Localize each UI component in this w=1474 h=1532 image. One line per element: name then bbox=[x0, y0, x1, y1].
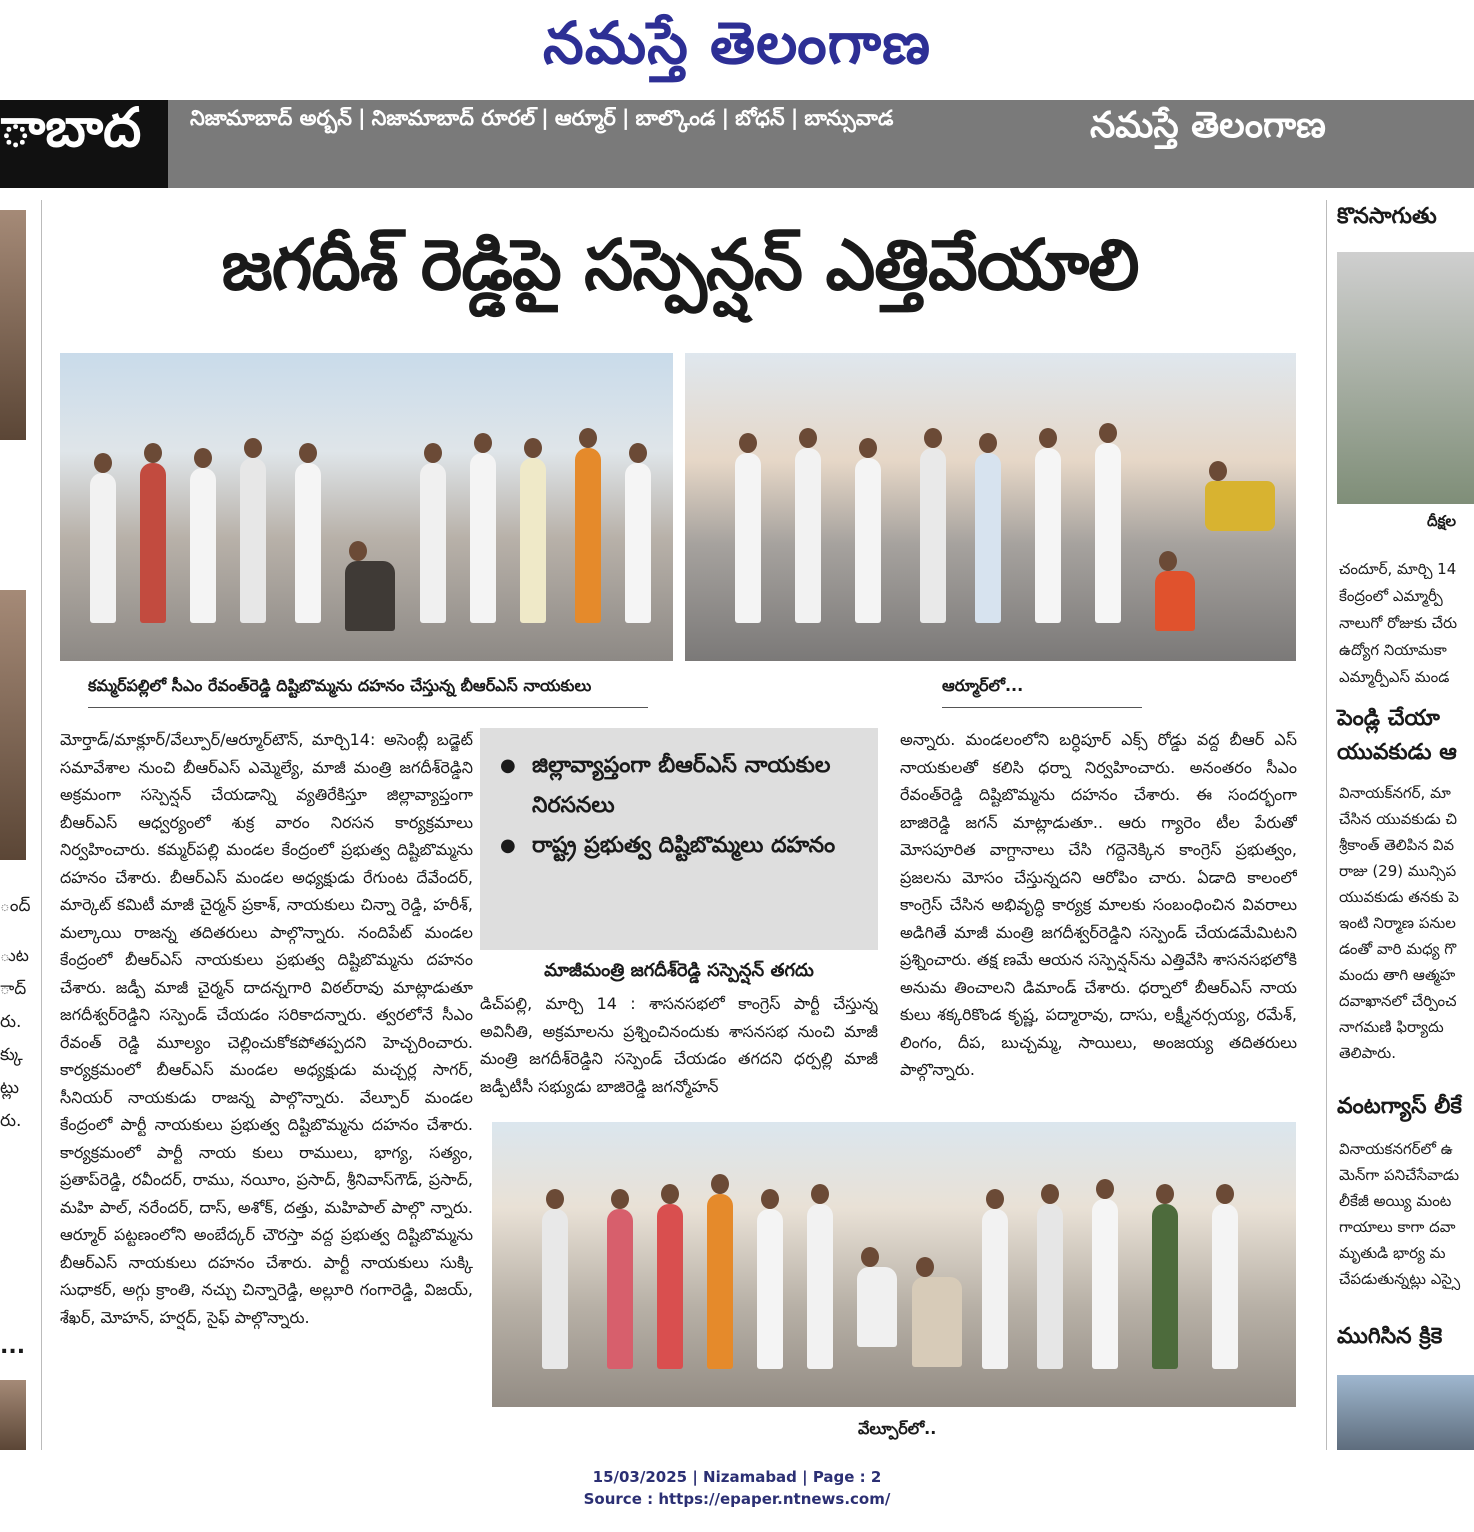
separator: | bbox=[357, 106, 366, 130]
section-band bbox=[0, 100, 1474, 188]
article-headline: జగదీశ్ రెడ్డిపై సస్పెన్షన్ ఎత్తివేయాలి bbox=[221, 224, 1139, 306]
adjacent-text: తెలిపారు. bbox=[1339, 1044, 1396, 1062]
adjacent-text: ంద్ bbox=[0, 896, 31, 916]
adjacent-text: మందు తాగి ఆత్మహ bbox=[1339, 966, 1456, 984]
adjacent-photo bbox=[0, 1380, 26, 1450]
article-column-middle: డిచ్‌పల్లి, మార్చి 14 : శాసనసభలో కాంగ్రెస్ పార్టీ చేస్తున్న అవినీతి, అక్రమాలను ప్రశ్నించినందుకు శాసనసభ నుంచి మాజీ మంత్రి జగదీశ్‌రెడ్డిని సస్పెండ్ చేయడం తగదని ధర్పల్లి మాజీ జడ్పీటీసీ సభ్యుడు బాజిరెడ్డి జగన్మోహన్ bbox=[480, 994, 878, 1096]
adjacent-headline: పెండ్లి చేయా bbox=[1337, 706, 1440, 731]
adjacent-text: చేసిన యువకుడు చి bbox=[1339, 810, 1457, 828]
adjacent-text: క్కు bbox=[0, 1045, 23, 1065]
main-article bbox=[42, 200, 1314, 1450]
adjacent-text: ట్లు bbox=[0, 1078, 20, 1098]
article-column-right: అన్నారు. మండలంలోని బర్ధిపూర్ ఎక్స్ రోడ్డు వద్ద బీఆర్ ఎస్ నాయకులతో కలిసి ధర్నా నిర్వహించారు. అనంతరం సీఎం రేవంత్‌రెడ్డి దిష్టిబొమ్మను దహనం చేశారు. ఈ సందర్భంగా బాజిరెడ్డి జగన్ మాట్లాడుతూ.. ఆరు గ్యారెం టీల పేరుతో మోసపూరిత వాగ్దానాలు చేసి గద్దెనెక్కిన కాంగ్రెస్ ప్రభుత్వం, ప్రజలను మోసం చేస్తున్నదని ఆరోపిం చారు. ఏడాది కాలంలో కాంగ్రెస్ చేసిన అభివృద్ధి కార్యక్ర మాలకు సంబంధించిన వివరాలు అడిగితే మాజీ మంత్రి జగదీశ్వర్‌రెడ్డిని సస్పెండ్ చేయడమేమిటని ప్రశ్నించారు. తక్ష ణమే ఆయన సస్పెన్షన్‌ను ఎత్తివేసి శాసనసభలోకి అనుమ తించాలని డిమాండ్ చేశారు. ధర్నాలో బీఆర్ఎస్ నాయ కులు శక్కరికొండ కృష్ణ, పద్మారావు, దాసు, లక్ష్మీనర్సయ్య, రమేశ్, లింగం, దీప, బుచ్చమ్మ, సాయిలు, అంజయ్య తదితరులు పాల్గొన్నారు. bbox=[900, 730, 1297, 1079]
adjacent-text: శ్రీకాంత్ తెలిపిన వివ bbox=[1339, 836, 1455, 854]
separator: | bbox=[621, 106, 630, 130]
adjacent-text: రాజు (29) మున్సిప bbox=[1339, 862, 1457, 880]
article-subhead: మాజీమంత్రి జగదీశ్‌రెడ్డి సస్పెన్షన్ తగదు bbox=[544, 960, 814, 981]
adjacent-text: వినాయక్‌నగర్, మా bbox=[1339, 784, 1451, 802]
separator: | bbox=[790, 106, 799, 130]
adjacent-text: నాలుగో రోజుకు చేరు bbox=[1339, 614, 1458, 632]
adjacent-text: గాయాలు కాగా దవా bbox=[1339, 1218, 1456, 1236]
adjacent-text: మృతుడి భార్య మ bbox=[1339, 1244, 1446, 1262]
edition-balkonda[interactable]: బాల్కొండ bbox=[635, 106, 716, 130]
adjacent-text: యువకుడు తనకు పె bbox=[1339, 888, 1459, 906]
protest-photo-velpur bbox=[492, 1122, 1296, 1407]
edition-armoor[interactable]: ఆర్మూర్ bbox=[554, 106, 616, 130]
protest-photo-armoor bbox=[685, 353, 1296, 661]
masthead bbox=[0, 0, 1474, 100]
edition-banswada[interactable]: బాన్సువాడ bbox=[804, 106, 894, 130]
separator: | bbox=[541, 106, 549, 130]
adjacent-text: నాగమణి ఫిర్యాదు bbox=[1339, 1018, 1444, 1036]
adjacent-text: ఎమ్మార్పీఎస్ మండ bbox=[1339, 668, 1450, 686]
protest-photo-kammarpally bbox=[60, 353, 673, 661]
photo-caption-velpur: వేల్పూర్‌లో.. bbox=[858, 1419, 937, 1438]
adjacent-photo-caption: దీక్షల bbox=[1427, 512, 1457, 530]
highlight-item: ● జిల్లావ్యాప్తంగా బీఆర్ఎస్ నాయకుల నిరసనలు bbox=[498, 746, 860, 826]
highlight-box bbox=[480, 728, 878, 950]
adjacent-photo bbox=[1337, 1375, 1474, 1450]
adjacent-headline: ముగిసిన క్రికె bbox=[1337, 1324, 1443, 1349]
adjacent-headline: యువకుడు ఆ bbox=[1337, 740, 1457, 765]
adjacent-headline: వంటగ్యాస్ లీకే bbox=[1337, 1094, 1462, 1119]
section-name-fragment: ాబాద bbox=[0, 100, 168, 188]
highlight-item: ● రాష్ట్ర ప్రభుత్వ దిష్టిబొమ్మలు దహనం bbox=[498, 826, 860, 866]
adjacent-text: దవాఖానలో చేర్పించ bbox=[1339, 992, 1457, 1010]
edition-info: 15/03/2025 | Nizamabad | Page : 2 bbox=[592, 1468, 882, 1486]
photo-caption-kammarpally: కమ్మర్‌పల్లిలో సీఎం రేవంత్‌రెడ్డి దిష్టిబొమ్మను దహనం చేస్తున్న బీఆర్ఎస్ నాయకులు bbox=[88, 676, 648, 708]
newspaper-title: నమస్తే తెలంగాణ bbox=[543, 8, 931, 77]
edition-bodhan[interactable]: బోధన్ bbox=[735, 106, 785, 130]
adjacent-photo bbox=[1337, 252, 1474, 504]
adjacent-text: ఇంటి నిర్మాణ పనుల bbox=[1339, 914, 1456, 932]
page-footer bbox=[0, 1466, 1474, 1510]
edition-nav bbox=[190, 106, 893, 136]
adjacent-text: చేపడుతున్నట్లు ఎస్సై bbox=[1339, 1270, 1461, 1288]
adjacent-text: ుట bbox=[0, 946, 29, 966]
adjacent-text: ాద్ bbox=[0, 979, 27, 999]
adjacent-photo bbox=[0, 590, 26, 860]
source-link[interactable]: Source : https://epaper.ntnews.com/ bbox=[583, 1490, 891, 1508]
band-brand-logo: నమస్తే తెలంగాణ bbox=[1090, 104, 1326, 146]
adjacent-photo bbox=[0, 210, 26, 440]
edition-nizamabad-urban[interactable]: నిజామాబాద్ అర్బన్ bbox=[190, 106, 352, 130]
right-adjacent-column bbox=[1326, 200, 1474, 1450]
left-adjacent-column bbox=[0, 200, 42, 1450]
adjacent-text: రు. bbox=[0, 1111, 22, 1131]
adjacent-text: వినాయకనగర్‌లో ఉ bbox=[1339, 1140, 1453, 1158]
adjacent-text: మెన్‌గా పనిచేసేవాడు bbox=[1339, 1166, 1460, 1184]
adjacent-headline: కొనసాగుతు bbox=[1337, 204, 1437, 229]
adjacent-text: డంతో వారి మధ్య గొ bbox=[1339, 940, 1457, 958]
edition-nizamabad-rural[interactable]: నిజామాబాద్ రూరల్ bbox=[371, 106, 536, 130]
adjacent-text: కేంద్రంలో ఎమ్మార్పీ bbox=[1339, 587, 1443, 605]
adjacent-text: రు. bbox=[0, 1012, 22, 1032]
adjacent-text: ఉద్యోగ నియామకా bbox=[1339, 641, 1447, 659]
separator: | bbox=[721, 106, 730, 130]
adjacent-text: చందూర్, మార్చి 14 bbox=[1339, 560, 1457, 578]
photo-caption-armoor: ఆర్మూర్‌లో... bbox=[942, 676, 1142, 708]
adjacent-text: లీకేజీ అయ్యి మంట bbox=[1339, 1192, 1452, 1210]
adjacent-ellipsis: ... bbox=[0, 1334, 26, 1359]
article-column-left: మోర్తాడ్/మాక్లూర్/వేల్పూర్/ఆర్మూర్‌టౌన్, మార్చి14: అసెంబ్లీ బడ్జెట్ సమావేశాల నుంచి బీఆర్ఎస్ ఎమ్మెల్యే, మాజీ మంత్రి జగదీశ్‌రెడ్డిని అక్రమంగా సస్పెన్షన్ చేయడాన్ని వ్యతిరేకిస్తూ జిల్లావ్యాప్తంగా బీఆర్ఎస్ ఆధ్వర్యంలో శుక్ర వారం నిరసన కార్యక్రమాలు నిర్వహించారు. కమ్మర్‌పల్లి మండల కేంద్రంలో ప్రభుత్వ దిష్టిబొమ్మను దహనం చేశారు. బీఆర్ఎస్ మండల అధ్యక్షుడు రేగుంట దేవేందర్, మార్కెట్ కమిటీ మాజీ చైర్మన్ ప్రకాశ్, నాయకులు చిన్నా రెడ్డి, హరీశ్, మల్కాయి రాజన్న తదితరులు పాల్గొన్నారు. నందిపేట్ మండల కేంద్రంలో బీఆర్ఎస్ నాయకులు ప్రభుత్వ దిష్టిబొమ్మను దహనం చేశారు. జడ్పీ మాజీ చైర్మన్ దాదన్నగారి విఠల్‌రావు మాట్లాడుతూ జగదీశ్వర్‌రెడ్డిని సస్పెండ్ చేయడం సరికాదన్నారు. త్వరలోనే సీఎం రేవంత్ రెడ్డి మూల్యం చెల్లించుకోకపోతప్పదని హెచ్చరించారు. కార్యక్రమంలో బీఆర్ఎస్ మండల అధ్యక్షుడు మచ్చర్ల సాగర్, సీనియర్ నాయకుడు రాజన్న పాల్గొన్నారు. వేల్పూర్ మండల కేంద్రంలో పార్టీ నాయకులు ప్రభుత్వ దిష్టిబొమ్మను దహనం చేశారు. కార్యక్రమంలో పార్టీ నాయ కులు రాములు, భాగ్య, సత్యం, ప్రతాప్‌రెడ్డి, రవీందర్, రాము, నయీం, ప్రసాద్, శ్రీనివాస్‌గౌడ్, ప్రసాద్, మహి పాల్, నరేందర్, దాస్, అశోక్, దత్తు, మహిపాల్ పాల్గొ న్నారు. ఆర్మూర్ పట్టణంలోని అంబేద్కర్ చౌరస్తా వద్ద ప్రభుత్వ దిష్టిబొమ్మను బీఆర్ఎస్ నాయకులు దహనం చేశారు. పార్టీ నాయకులు సుక్కి సుధాకర్, అగ్గు క్రాంతి, నచ్చు చిన్నారెడ్డి, అల్లూరి గంగారెడ్డి, విజయ్, శేఖర్, మోహన్, హర్షద్, సైఫ్ పాల్గొన్నారు. bbox=[60, 730, 473, 1327]
